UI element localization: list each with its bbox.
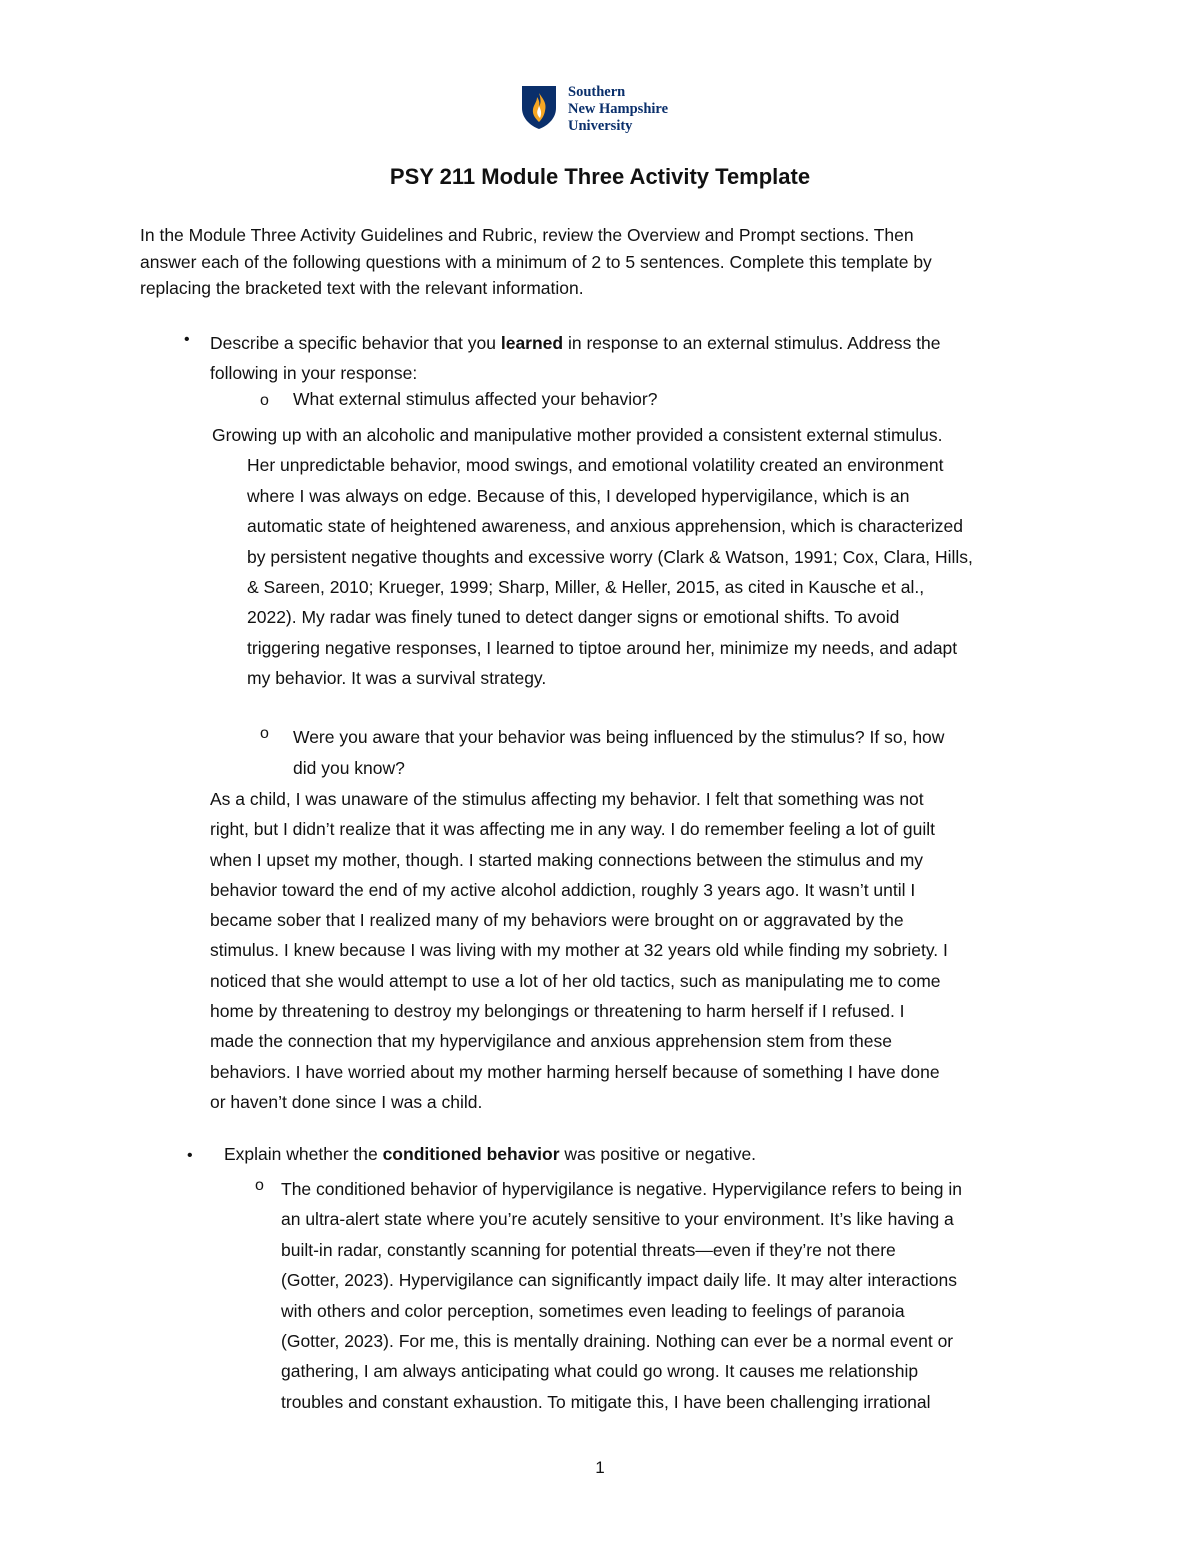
answer-2 xyxy=(210,784,948,1117)
answer-line: triggering negative responses, I learned to tiptoe around her, minimize my needs, and adapt xyxy=(247,637,958,658)
bullet-2-text: Explain whether the xyxy=(224,1144,383,1164)
answer-line: made the connection that my hypervigilance and anxious apprehension stem from these xyxy=(210,1031,892,1052)
answer-1 xyxy=(212,420,973,694)
sub-bullet-mark: o xyxy=(260,725,269,742)
intro-line: answer each of the following questions with a minimum of 2 to 5 sentences. Complete this template by xyxy=(140,251,932,272)
answer-line: my behavior. It was a survival strategy. xyxy=(247,668,547,689)
answer-line: an ultra-alert state where you’re acutely sensitive to your environment. It’s like having a xyxy=(281,1209,954,1230)
sub-question-2-line: Were you aware that your behavior was being influenced by the stimulus? If so, how xyxy=(293,727,945,747)
bullet-mark: • xyxy=(184,331,190,348)
answer-line: troubles and constant exhaustion. To mitigate this, I have been challenging irrational xyxy=(281,1391,931,1412)
answer-line: (Gotter, 2023). Hypervigilance can significantly impact daily life. It may alter interactions xyxy=(281,1270,957,1291)
answer-line: behavior toward the end of my active alcohol addiction, roughly 3 years ago. It wasn’t until I xyxy=(210,879,916,900)
bullet-1-line2: following in your response: xyxy=(210,363,418,383)
logo-line: New Hampshire xyxy=(568,101,669,117)
sub-question-2-line: did you know? xyxy=(293,758,405,778)
bullet-1-prompt xyxy=(210,328,941,388)
answer-line: As a child, I was unaware of the stimulus affecting my behavior. I felt that something was not xyxy=(210,789,924,809)
answer-line: with others and color perception, sometimes even leading to feelings of paranoia xyxy=(281,1300,905,1321)
bullet-1-text: in response to an external stimulus. Address the xyxy=(563,333,941,353)
answer-line: Her unpredictable behavior, mood swings, and emotional volatility created an environment xyxy=(247,455,944,476)
bullet-mark: • xyxy=(187,1147,193,1164)
logo-wordmark xyxy=(568,84,668,135)
bullet-1-bold: learned xyxy=(500,333,564,353)
answer-line: (Gotter, 2023). For me, this is mentally draining. Nothing can ever be a normal event or xyxy=(281,1331,954,1352)
answer-line: behaviors. I have worried about my mother harming herself because of something I have done xyxy=(210,1061,940,1082)
shield-flame-icon xyxy=(520,84,558,130)
bullet-2-prompt xyxy=(224,1144,756,1165)
bullet-2-bold: conditioned behavior xyxy=(382,1144,560,1164)
answer-line: & Sareen, 2010; Krueger, 1999; Sharp, Miller, & Heller, 2015, as cited in Kausche et al., xyxy=(247,577,925,598)
bullet-1-text: Describe a specific behavior that you xyxy=(210,333,501,353)
logo-line: University xyxy=(568,118,633,134)
answer-line: Growing up with an alcoholic and manipulative mother provided a consistent external stimulus. xyxy=(212,425,943,445)
answer-line: or haven’t done since I was a child. xyxy=(210,1091,483,1112)
answer-line: built-in radar, constantly scanning for potential threats—even if they’re not there xyxy=(281,1239,896,1260)
answer-line: gathering, I am always anticipating what could go wrong. It causes me relationship xyxy=(281,1361,919,1382)
answer-line: noticed that she would attempt to use a lot of her old tactics, such as manipulating me to come xyxy=(210,970,941,991)
answer-line: by persistent negative thoughts and excessive worry (Clark & Watson, 1991; Cox, Clara, Hills, xyxy=(247,546,973,567)
answer-line: home by threatening to destroy my belongings or threatening to harm herself if I refused. I xyxy=(210,1001,905,1022)
answer-line: became sober that I realized many of my behaviors were brought on or aggravated by the xyxy=(210,910,904,931)
document-title: PSY 211 Module Three Activity Template xyxy=(389,164,811,189)
answer-line: The conditioned behavior of hypervigilance is negative. Hypervigilance refers to being in xyxy=(281,1179,962,1199)
intro-paragraph xyxy=(140,222,932,302)
page-number: 1 xyxy=(595,1458,605,1477)
answer-line: when I upset my mother, though. I started making connections between the stimulus and my xyxy=(210,849,924,870)
sub-bullet-mark: o xyxy=(260,392,269,409)
intro-line: replacing the bracketed text with the relevant information. xyxy=(140,278,584,298)
answer-line: right, but I didn’t realize that it was affecting me in any way. I do remember feeling a lot of guilt xyxy=(210,819,936,840)
answer-line: 2022). My radar was finely tuned to detect danger signs or emotional shifts. To avoid xyxy=(247,607,900,628)
answer-line: automatic state of heightened awareness, and anxious apprehension, which is characterized xyxy=(247,516,963,537)
sub-bullet-mark: o xyxy=(255,1177,264,1194)
intro-line: In the Module Three Activity Guidelines and Rubric, review the Overview and Prompt sections. Then xyxy=(140,225,914,245)
sub-question-2 xyxy=(293,722,944,784)
answer-3 xyxy=(281,1174,962,1417)
answer-line: where I was always on edge. Because of this, I developed hypervigilance, which is an xyxy=(247,485,910,506)
bullet-2-text: was positive or negative. xyxy=(559,1144,757,1164)
sub-question-1: What external stimulus affected your behavior? xyxy=(293,389,658,409)
logo-line: Southern xyxy=(568,84,626,100)
answer-line: stimulus. I knew because I was living with my mother at 32 years old while finding my sobriety. I xyxy=(210,940,948,961)
university-logo xyxy=(520,84,668,135)
